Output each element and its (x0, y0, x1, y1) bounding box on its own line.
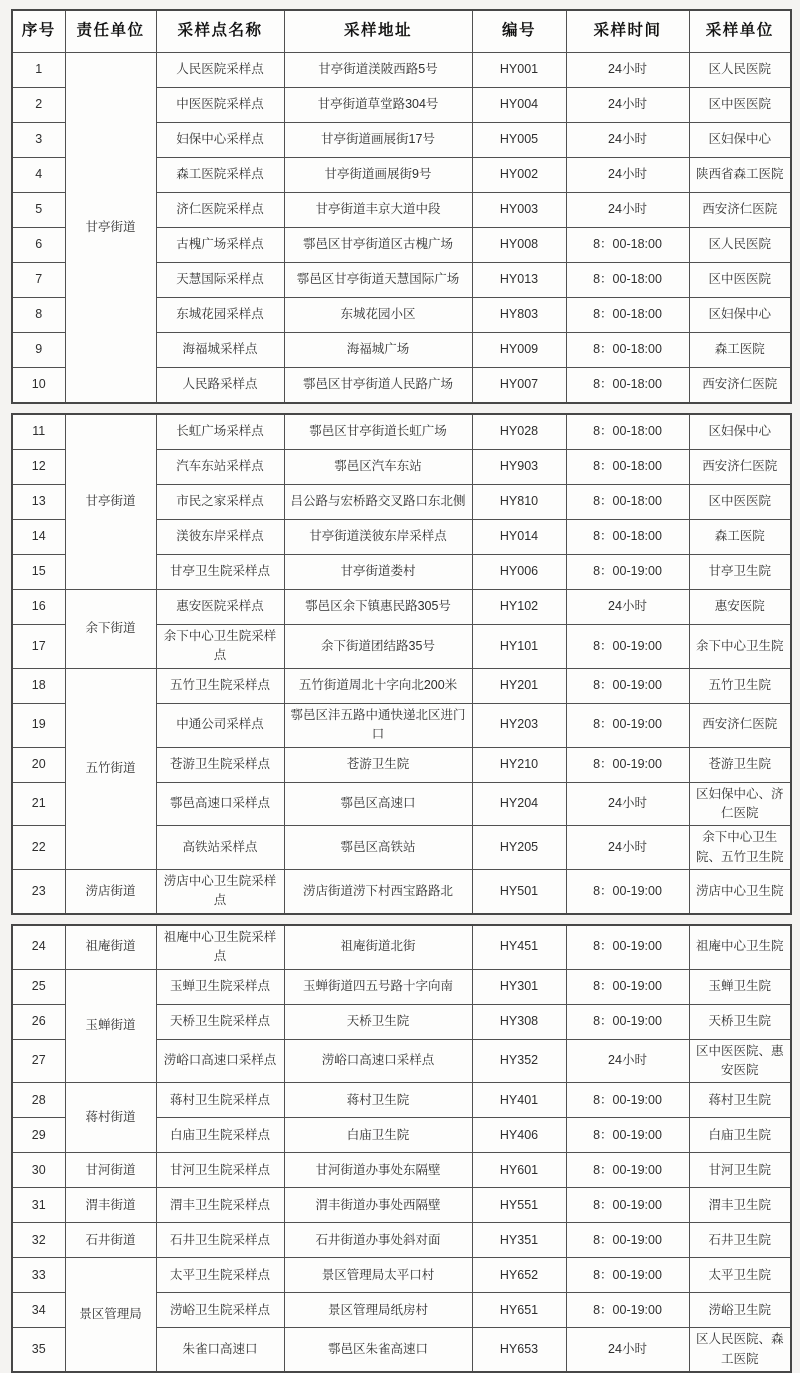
cell-time: 24小时 (566, 1039, 689, 1083)
cell-no: 34 (12, 1293, 65, 1328)
cell-org: 祖庵中心卫生院 (689, 925, 791, 969)
cell-org: 天桥卫生院 (689, 1004, 791, 1039)
cell-org: 涝店中心卫生院 (689, 870, 791, 914)
cell-code: HY005 (472, 123, 566, 158)
cell-code: HY653 (472, 1328, 566, 1372)
cell-no: 3 (12, 123, 65, 158)
cell-address: 甘亭街道草堂路304号 (284, 88, 472, 123)
header-unit: 责任单位 (65, 10, 156, 53)
cell-org: 石井卫生院 (689, 1223, 791, 1258)
cell-org: 西安济仁医院 (689, 193, 791, 228)
cell-code: HY401 (472, 1083, 566, 1118)
cell-code: HY204 (472, 782, 566, 826)
cell-code: HY002 (472, 158, 566, 193)
cell-name: 甘河卫生院采样点 (156, 1153, 284, 1188)
cell-name: 海福城采样点 (156, 333, 284, 368)
cell-code: HY406 (472, 1118, 566, 1153)
cell-address: 鄠邑区甘亭街道人民路广场 (284, 368, 472, 404)
cell-time: 8：00-19:00 (566, 668, 689, 703)
cell-no: 32 (12, 1223, 65, 1258)
cell-address: 鄠邑区汽车东站 (284, 450, 472, 485)
cell-unit: 甘河街道 (65, 1153, 156, 1188)
cell-address: 石井街道办事处斜对面 (284, 1223, 472, 1258)
cell-code: HY001 (472, 53, 566, 88)
cell-time: 8：00-19:00 (566, 969, 689, 1004)
cell-no: 33 (12, 1258, 65, 1293)
cell-name: 惠安医院采样点 (156, 590, 284, 625)
cell-address: 涝店街道涝下村西宝路路北 (284, 870, 472, 914)
cell-time: 8：00-19:00 (566, 1293, 689, 1328)
table-row (12, 1258, 791, 1293)
cell-address: 鄠邑区余下镇惠民路305号 (284, 590, 472, 625)
cell-address: 祖庵街道北街 (284, 925, 472, 969)
cell-unit: 祖庵街道 (65, 925, 156, 969)
cell-name: 高铁站采样点 (156, 826, 284, 870)
cell-org: 五竹卫生院 (689, 668, 791, 703)
cell-unit: 渭丰街道 (65, 1188, 156, 1223)
cell-time: 24小时 (566, 193, 689, 228)
cell-name: 苍游卫生院采样点 (156, 747, 284, 782)
cell-org: 涝峪卫生院 (689, 1293, 791, 1328)
cell-name: 妇保中心采样点 (156, 123, 284, 158)
cell-unit: 玉蝉街道 (65, 969, 156, 1083)
cell-org: 甘河卫生院 (689, 1153, 791, 1188)
header-no: 序号 (12, 10, 65, 53)
cell-no: 5 (12, 193, 65, 228)
cell-address: 甘亭街道丰京大道中段 (284, 193, 472, 228)
cell-unit: 蒋村街道 (65, 1083, 156, 1153)
cell-unit: 甘亭街道 (65, 414, 156, 590)
cell-time: 8：00-18:00 (566, 228, 689, 263)
cell-time: 8：00-19:00 (566, 1223, 689, 1258)
cell-time: 8：00-19:00 (566, 1083, 689, 1118)
cell-time: 8：00-19:00 (566, 625, 689, 669)
cell-code: HY008 (472, 228, 566, 263)
cell-address: 甘亭街道画展街9号 (284, 158, 472, 193)
table-row (12, 590, 791, 625)
cell-time: 8：00-19:00 (566, 555, 689, 590)
cell-time: 24小时 (566, 1328, 689, 1372)
cell-code: HY201 (472, 668, 566, 703)
cell-name: 济仁医院采样点 (156, 193, 284, 228)
cell-no: 15 (12, 555, 65, 590)
cell-org: 陕西省森工医院 (689, 158, 791, 193)
cell-org: 蒋村卫生院 (689, 1083, 791, 1118)
cell-code: HY102 (472, 590, 566, 625)
cell-org: 西安济仁医院 (689, 703, 791, 747)
header-name: 采样点名称 (156, 10, 284, 53)
cell-no: 13 (12, 485, 65, 520)
cell-code: HY003 (472, 193, 566, 228)
cell-no: 1 (12, 53, 65, 88)
cell-code: HY810 (472, 485, 566, 520)
cell-time: 24小时 (566, 826, 689, 870)
cell-address: 鄠邑区沣五路中通快递北区进门口 (284, 703, 472, 747)
cell-time: 8：00-18:00 (566, 520, 689, 555)
cell-time: 8：00-19:00 (566, 1118, 689, 1153)
section-3-body (12, 925, 791, 1372)
cell-name: 中医医院采样点 (156, 88, 284, 123)
header-address: 采样地址 (284, 10, 472, 53)
cell-time: 24小时 (566, 88, 689, 123)
cell-code: HY101 (472, 625, 566, 669)
cell-code: HY652 (472, 1258, 566, 1293)
cell-code: HY451 (472, 925, 566, 969)
cell-org: 区妇保中心、济仁医院 (689, 782, 791, 826)
cell-name: 甘亭卫生院采样点 (156, 555, 284, 590)
cell-address: 鄠邑区甘亭街道天慧国际广场 (284, 263, 472, 298)
cell-no: 6 (12, 228, 65, 263)
cell-name: 人民医院采样点 (156, 53, 284, 88)
cell-address: 五竹街道周北十字向北200米 (284, 668, 472, 703)
cell-address: 白庙卫生院 (284, 1118, 472, 1153)
cell-name: 玉蝉卫生院采样点 (156, 969, 284, 1004)
cell-name: 涝峪卫生院采样点 (156, 1293, 284, 1328)
cell-unit: 甘亭街道 (65, 53, 156, 404)
section-2-body (12, 414, 791, 914)
cell-time: 8：00-18:00 (566, 485, 689, 520)
cell-code: HY203 (472, 703, 566, 747)
sampling-table-section-1 (11, 9, 792, 404)
cell-time: 8：00-19:00 (566, 870, 689, 914)
cell-no: 16 (12, 590, 65, 625)
cell-no: 30 (12, 1153, 65, 1188)
cell-org: 区中医医院 (689, 88, 791, 123)
cell-name: 古槐广场采样点 (156, 228, 284, 263)
cell-org: 太平卫生院 (689, 1258, 791, 1293)
table-row (12, 870, 791, 914)
cell-no: 28 (12, 1083, 65, 1118)
cell-code: HY009 (472, 333, 566, 368)
cell-no: 12 (12, 450, 65, 485)
cell-code: HY007 (472, 368, 566, 404)
cell-no: 11 (12, 414, 65, 450)
cell-no: 7 (12, 263, 65, 298)
cell-no: 2 (12, 88, 65, 123)
cell-org: 余下中心卫生院、五竹卫生院 (689, 826, 791, 870)
cell-org: 森工医院 (689, 520, 791, 555)
cell-no: 26 (12, 1004, 65, 1039)
header-row (12, 10, 791, 53)
cell-address: 甘河街道办事处东隔壁 (284, 1153, 472, 1188)
cell-no: 10 (12, 368, 65, 404)
cell-name: 祖庵中心卫生院采样点 (156, 925, 284, 969)
cell-org: 森工医院 (689, 333, 791, 368)
cell-org: 区妇保中心 (689, 123, 791, 158)
cell-address: 鄠邑区高速口 (284, 782, 472, 826)
table-row (12, 1153, 791, 1188)
cell-address: 甘亭街道画展街17号 (284, 123, 472, 158)
cell-no: 17 (12, 625, 65, 669)
cell-address: 甘亭街道渼彼东岸采样点 (284, 520, 472, 555)
cell-code: HY205 (472, 826, 566, 870)
cell-code: HY301 (472, 969, 566, 1004)
cell-code: HY651 (472, 1293, 566, 1328)
cell-address: 景区管理局纸房村 (284, 1293, 472, 1328)
cell-no: 23 (12, 870, 65, 914)
cell-time: 8：00-18:00 (566, 368, 689, 404)
cell-address: 天桥卫生院 (284, 1004, 472, 1039)
cell-code: HY013 (472, 263, 566, 298)
cell-org: 区人民医院、森工医院 (689, 1328, 791, 1372)
cell-org: 区人民医院 (689, 228, 791, 263)
cell-code: HY210 (472, 747, 566, 782)
cell-org: 余下中心卫生院 (689, 625, 791, 669)
cell-name: 森工医院采样点 (156, 158, 284, 193)
cell-address: 涝峪口高速口采样点 (284, 1039, 472, 1083)
cell-name: 太平卫生院采样点 (156, 1258, 284, 1293)
cell-address: 鄠邑区甘亭街道长虹广场 (284, 414, 472, 450)
cell-name: 朱雀口高速口 (156, 1328, 284, 1372)
cell-address: 鄠邑区朱雀高速口 (284, 1328, 472, 1372)
cell-time: 8：00-19:00 (566, 1188, 689, 1223)
cell-address: 吕公路与宏桥路交叉路口东北侧 (284, 485, 472, 520)
header-org: 采样单位 (689, 10, 791, 53)
cell-no: 18 (12, 668, 65, 703)
cell-time: 8：00-19:00 (566, 925, 689, 969)
cell-name: 长虹广场采样点 (156, 414, 284, 450)
cell-time: 8：00-19:00 (566, 1004, 689, 1039)
cell-org: 区妇保中心 (689, 414, 791, 450)
cell-address: 海福城广场 (284, 333, 472, 368)
cell-no: 25 (12, 969, 65, 1004)
cell-address: 渭丰街道办事处西隔壁 (284, 1188, 472, 1223)
cell-org: 惠安医院 (689, 590, 791, 625)
cell-org: 区中医医院、惠安医院 (689, 1039, 791, 1083)
cell-time: 8：00-19:00 (566, 1258, 689, 1293)
cell-address: 甘亭街道渼陂西路5号 (284, 53, 472, 88)
cell-unit: 余下街道 (65, 590, 156, 669)
cell-address: 景区管理局太平口村 (284, 1258, 472, 1293)
cell-name: 鄠邑高速口采样点 (156, 782, 284, 826)
cell-org: 西安济仁医院 (689, 368, 791, 404)
cell-no: 35 (12, 1328, 65, 1372)
cell-address: 蒋村卫生院 (284, 1083, 472, 1118)
cell-name: 涝峪口高速口采样点 (156, 1039, 284, 1083)
cell-code: HY803 (472, 298, 566, 333)
sampling-table-section-3 (11, 924, 792, 1373)
cell-name: 市民之家采样点 (156, 485, 284, 520)
header-code: 编号 (472, 10, 566, 53)
cell-name: 天慧国际采样点 (156, 263, 284, 298)
cell-name: 余下中心卫生院采样点 (156, 625, 284, 669)
table-row (12, 925, 791, 969)
header-time: 采样时间 (566, 10, 689, 53)
cell-time: 24小时 (566, 782, 689, 826)
cell-time: 24小时 (566, 53, 689, 88)
cell-address: 甘亭街道娄村 (284, 555, 472, 590)
cell-unit: 五竹街道 (65, 668, 156, 869)
cell-no: 4 (12, 158, 65, 193)
table-row (12, 53, 791, 88)
cell-org: 区中医医院 (689, 263, 791, 298)
table-row (12, 1188, 791, 1223)
cell-org: 白庙卫生院 (689, 1118, 791, 1153)
table-row (12, 969, 791, 1004)
cell-org: 区人民医院 (689, 53, 791, 88)
cell-org: 区中医医院 (689, 485, 791, 520)
sampling-table-section-2 (11, 413, 792, 915)
cell-time: 8：00-18:00 (566, 263, 689, 298)
cell-code: HY014 (472, 520, 566, 555)
cell-no: 22 (12, 826, 65, 870)
cell-code: HY351 (472, 1223, 566, 1258)
cell-code: HY006 (472, 555, 566, 590)
cell-name: 天桥卫生院采样点 (156, 1004, 284, 1039)
cell-time: 24小时 (566, 158, 689, 193)
cell-name: 渭丰卫生院采样点 (156, 1188, 284, 1223)
cell-time: 24小时 (566, 123, 689, 158)
cell-code: HY903 (472, 450, 566, 485)
cell-unit: 景区管理局 (65, 1258, 156, 1372)
cell-no: 14 (12, 520, 65, 555)
cell-org: 渭丰卫生院 (689, 1188, 791, 1223)
cell-name: 涝店中心卫生院采样点 (156, 870, 284, 914)
cell-code: HY308 (472, 1004, 566, 1039)
cell-name: 东城花园采样点 (156, 298, 284, 333)
cell-time: 8：00-19:00 (566, 1153, 689, 1188)
cell-address: 东城花园小区 (284, 298, 472, 333)
cell-no: 21 (12, 782, 65, 826)
cell-code: HY601 (472, 1153, 566, 1188)
cell-address: 鄠邑区高铁站 (284, 826, 472, 870)
cell-no: 24 (12, 925, 65, 969)
cell-address: 余下街道团结路35号 (284, 625, 472, 669)
cell-org: 玉蝉卫生院 (689, 969, 791, 1004)
cell-code: HY551 (472, 1188, 566, 1223)
cell-no: 29 (12, 1118, 65, 1153)
cell-address: 玉蝉街道四五号路十字向南 (284, 969, 472, 1004)
cell-time: 8：00-19:00 (566, 747, 689, 782)
cell-name: 中通公司采样点 (156, 703, 284, 747)
cell-unit: 涝店街道 (65, 870, 156, 914)
cell-no: 9 (12, 333, 65, 368)
cell-time: 8：00-18:00 (566, 333, 689, 368)
cell-no: 31 (12, 1188, 65, 1223)
cell-code: HY501 (472, 870, 566, 914)
cell-time: 8：00-18:00 (566, 414, 689, 450)
cell-address: 苍游卫生院 (284, 747, 472, 782)
cell-time: 8：00-18:00 (566, 450, 689, 485)
section-1-body (12, 53, 791, 404)
cell-address: 鄠邑区甘亭街道区古槐广场 (284, 228, 472, 263)
cell-name: 蒋村卫生院采样点 (156, 1083, 284, 1118)
cell-org: 西安济仁医院 (689, 450, 791, 485)
cell-name: 白庙卫生院采样点 (156, 1118, 284, 1153)
cell-name: 石井卫生院采样点 (156, 1223, 284, 1258)
table-row (12, 668, 791, 703)
cell-no: 20 (12, 747, 65, 782)
cell-time: 24小时 (566, 590, 689, 625)
cell-no: 27 (12, 1039, 65, 1083)
cell-name: 汽车东站采样点 (156, 450, 284, 485)
table-row (12, 414, 791, 450)
table-row (12, 1083, 791, 1118)
cell-unit: 石井街道 (65, 1223, 156, 1258)
cell-code: HY352 (472, 1039, 566, 1083)
table-row (12, 1223, 791, 1258)
cell-code: HY028 (472, 414, 566, 450)
cell-name: 五竹卫生院采样点 (156, 668, 284, 703)
cell-name: 人民路采样点 (156, 368, 284, 404)
cell-org: 苍游卫生院 (689, 747, 791, 782)
cell-time: 8：00-19:00 (566, 703, 689, 747)
cell-code: HY004 (472, 88, 566, 123)
cell-org: 甘亭卫生院 (689, 555, 791, 590)
cell-no: 19 (12, 703, 65, 747)
cell-no: 8 (12, 298, 65, 333)
cell-org: 区妇保中心 (689, 298, 791, 333)
cell-name: 渼彼东岸采样点 (156, 520, 284, 555)
cell-time: 8：00-18:00 (566, 298, 689, 333)
